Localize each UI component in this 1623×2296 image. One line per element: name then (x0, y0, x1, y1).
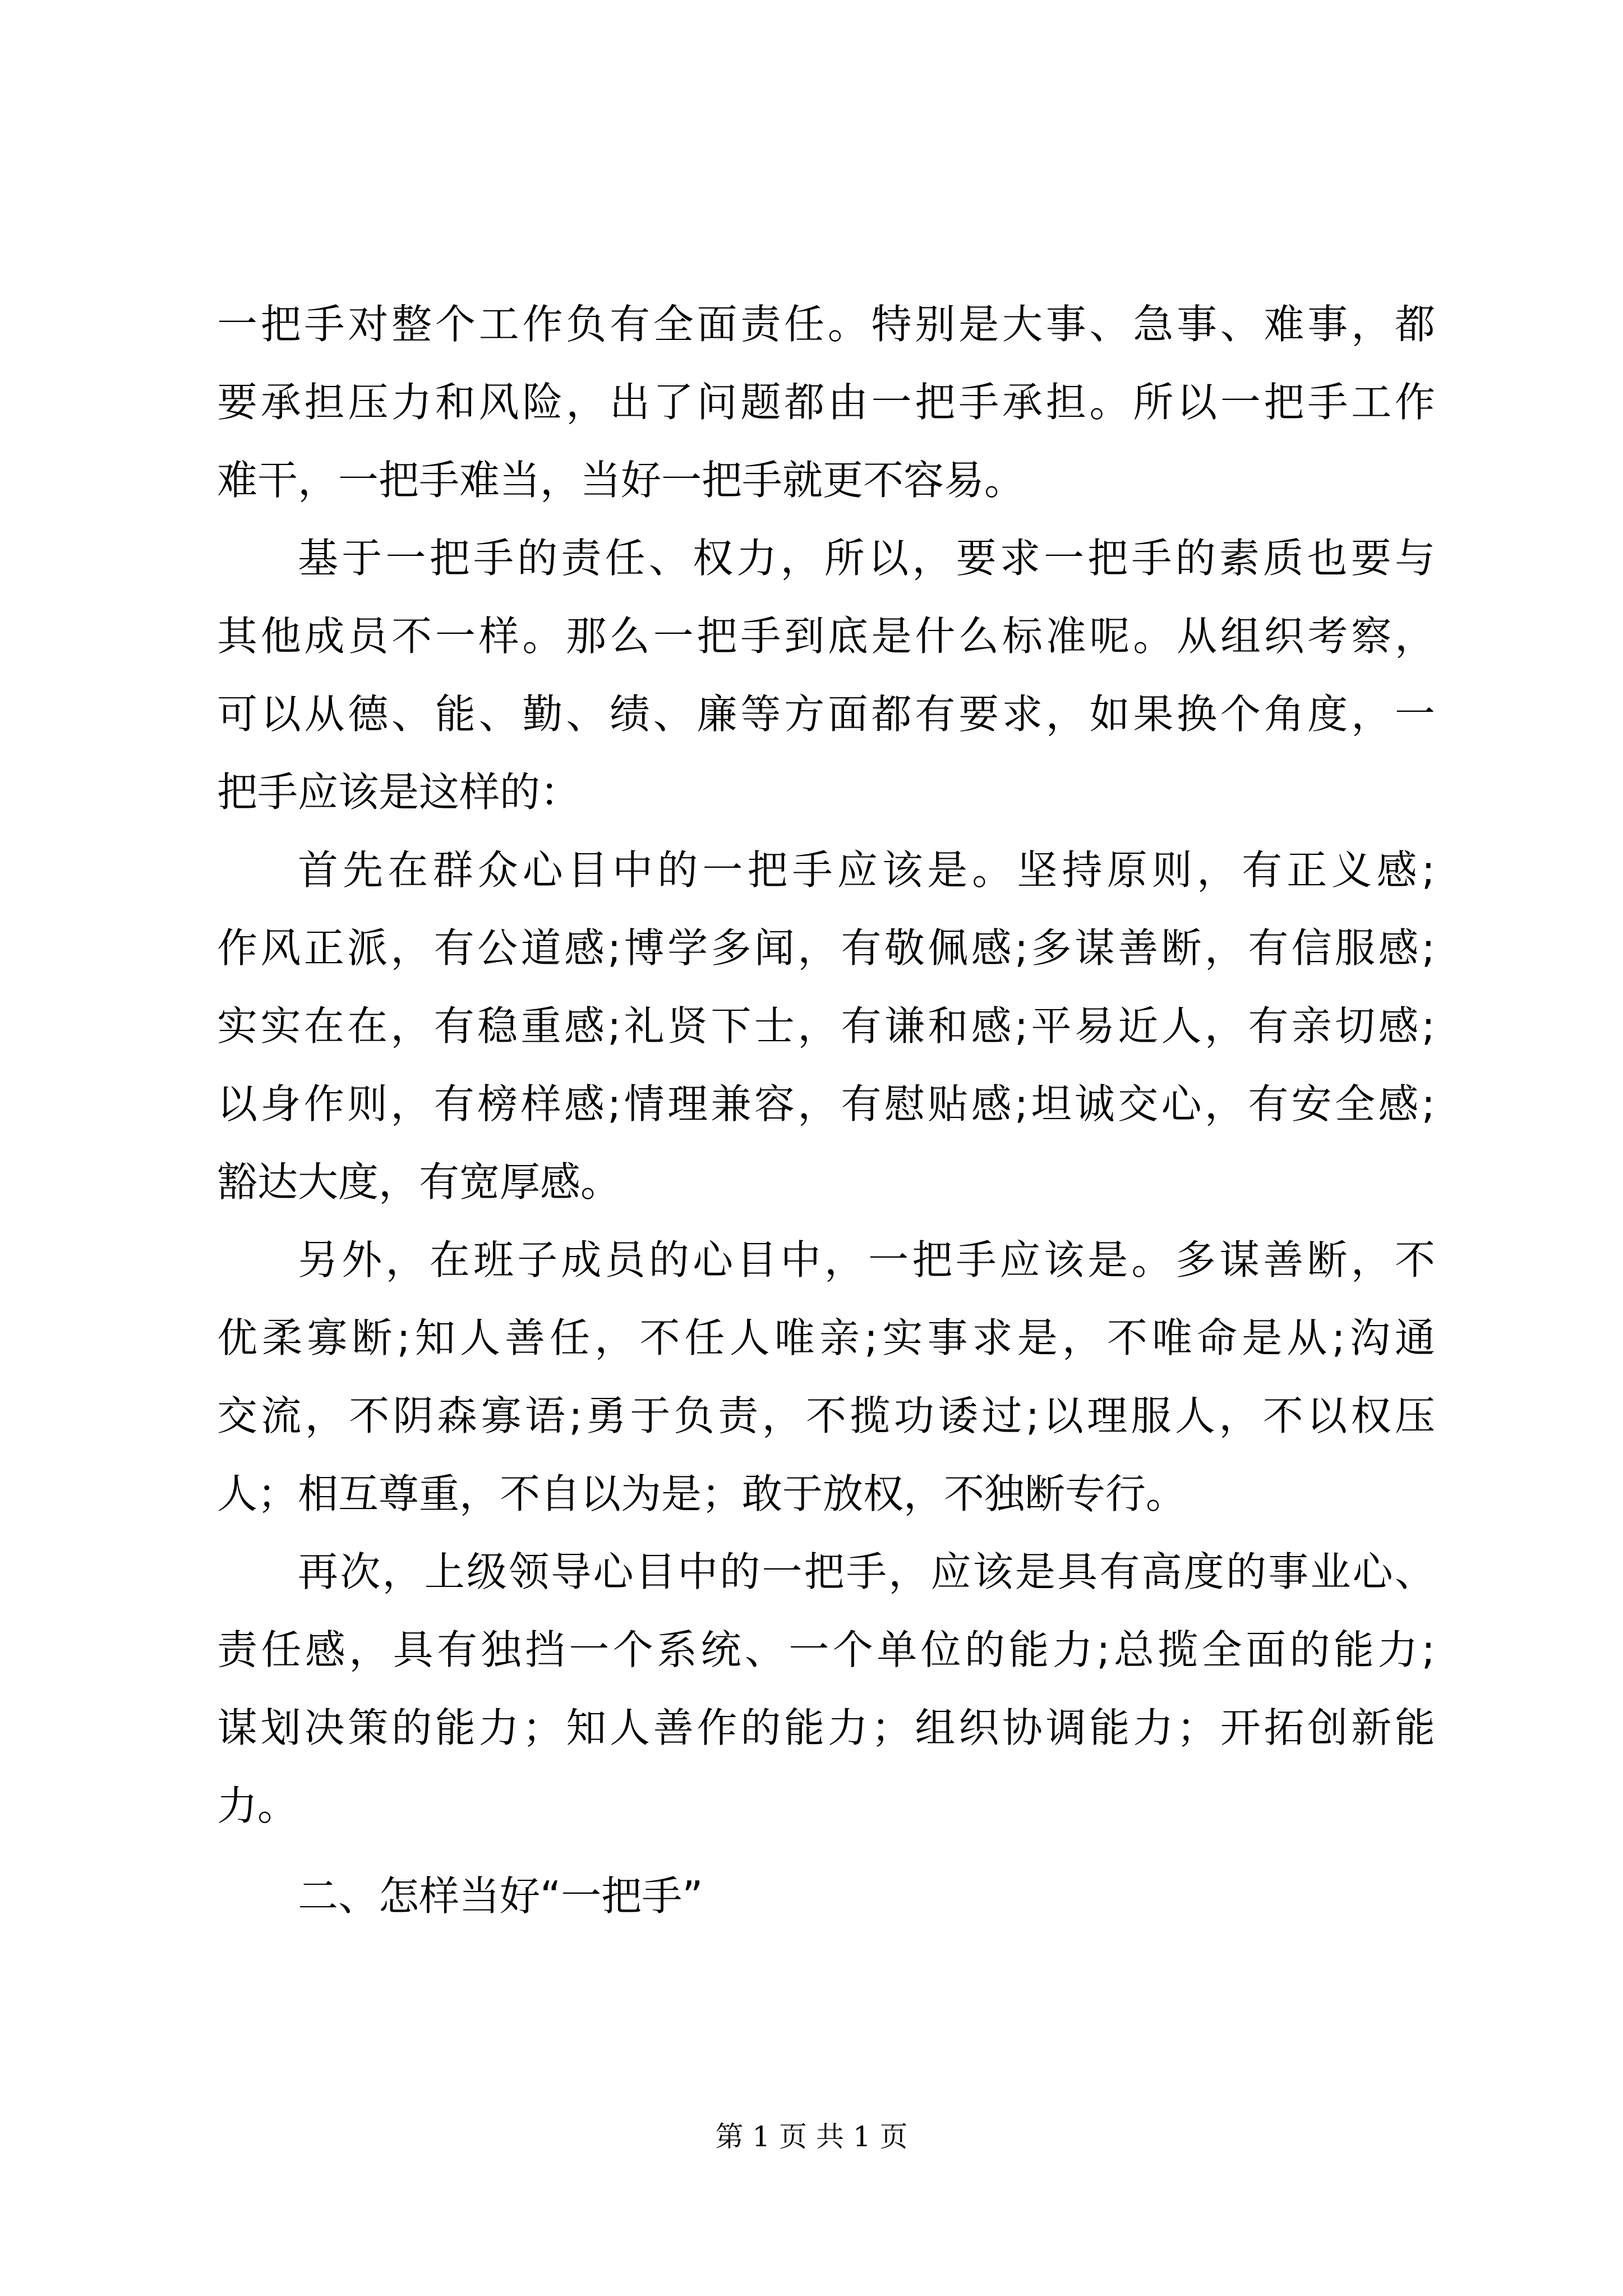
paragraph-line: 优柔寡断;知人善任，不任人唯亲;实事求是，不唯命是从;沟通 (217, 1314, 1435, 1361)
paragraph-line: 交流，不阴森寡语;勇于负责，不揽功诿过;以理服人，不以权压 (217, 1392, 1435, 1439)
paragraph-line: 再次，上级领导心目中的一把手，应该是具有高度的事业心、 (298, 1548, 1435, 1595)
paragraph-line: 实实在在，有稳重感;礼贤下士，有谦和感;平易近人，有亲切感; (217, 1002, 1435, 1050)
paragraph-line: 难干，一把手难当，当好一把手就更不容易。 (217, 457, 1025, 504)
paragraph-line: 要承担压力和风险，出了问题都由一把手承担。所以一把手工作 (217, 379, 1435, 426)
paragraph-line: 可以从德、能、勤、绩、廉等方面都有要求，如果换个角度，一 (217, 691, 1435, 738)
paragraph-line: 力。 (217, 1782, 298, 1829)
paragraph-line: 另外，在班子成员的心目中，一把手应该是。多谋善断，不 (298, 1236, 1435, 1283)
page-number-footer: 第 1 页 共 1 页 (715, 2120, 908, 2153)
paragraph-line: 作风正派，有公道感;博学多闻，有敬佩感;多谋善断，有信服感; (217, 924, 1435, 972)
paragraph-line: 基于一把手的责任、权力，所以，要求一把手的素质也要与 (298, 535, 1435, 582)
paragraph-line: 谋划决策的能力；知人善作的能力；组织协调能力；开拓创新能 (217, 1704, 1435, 1751)
paragraph-line: 以身作则，有榜样感;情理兼容，有慰贴感;坦诚交心，有安全感; (217, 1080, 1435, 1128)
paragraph-line: 豁达大度，有宽厚感。 (217, 1158, 621, 1205)
paragraph-line: 人；相互尊重，不自以为是；敢于放权，不独断专行。 (217, 1470, 1187, 1517)
section-heading: 二、怎样当好“一把手” (298, 1872, 703, 1920)
paragraph-line: 一把手对整个工作负有全面责任。特别是大事、急事、难事，都 (217, 301, 1435, 348)
paragraph-line: 首先在群众心目中的一把手应该是。坚持原则，有正义感; (298, 846, 1435, 894)
paragraph-line: 把手应该是这样的： (217, 769, 581, 816)
paragraph-line: 其他成员不一样。那么一把手到底是什么标准呢。从组织考察， (217, 613, 1435, 660)
paragraph-line: 责任感，具有独挡一个系统、一个单位的能力;总揽全面的能力; (217, 1626, 1435, 1673)
